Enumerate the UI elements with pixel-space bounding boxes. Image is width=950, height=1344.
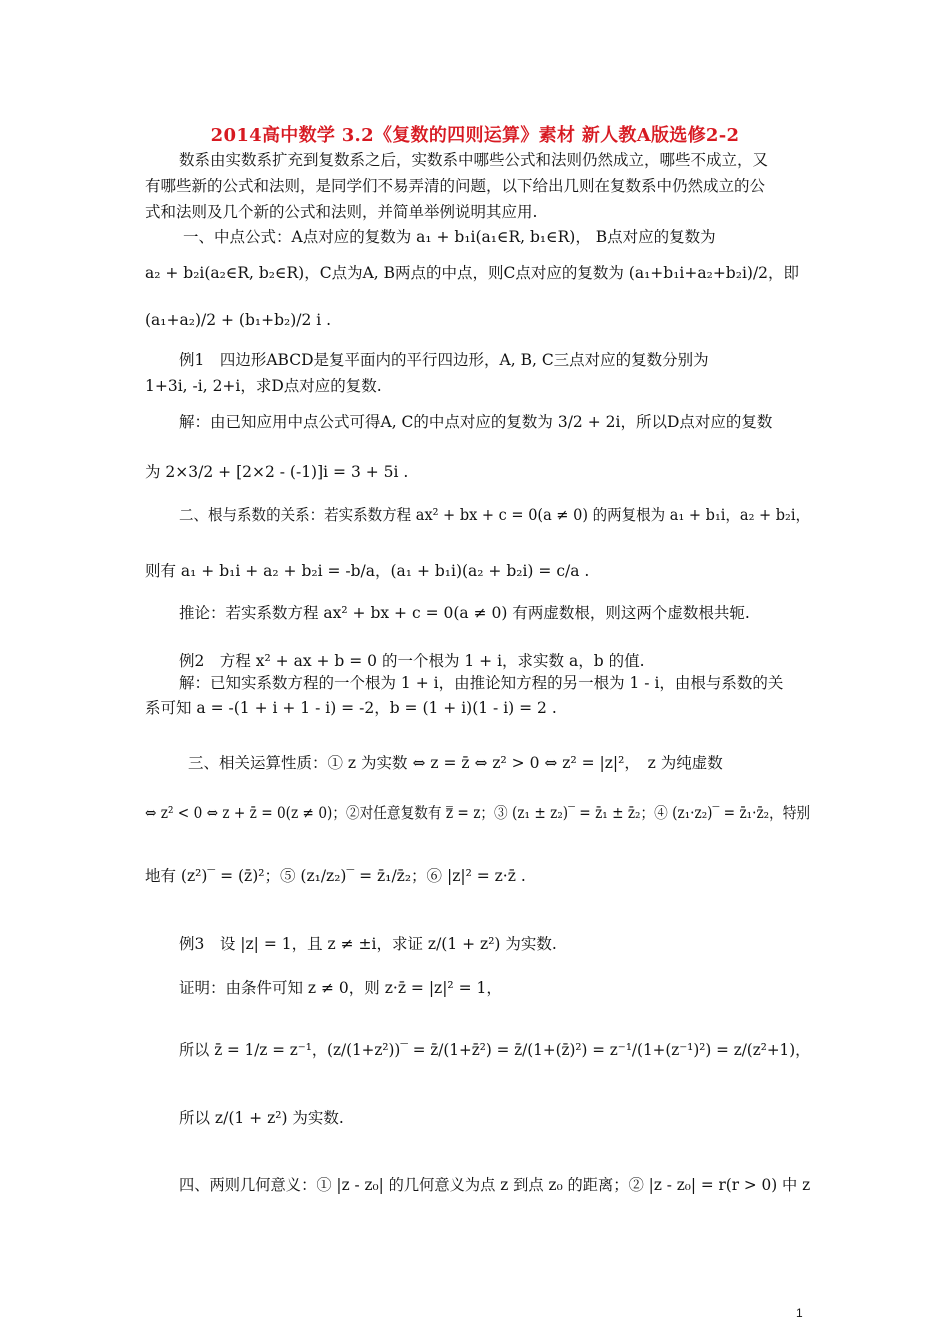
text-line: 系可知 a = -(1 + i + 1 - i) = -2，b = (1 + i)(1 - i) = 2 . — [145, 699, 557, 717]
text-line: 数系由实数系扩充到复数系之后，实数系中哪些公式和法则仍然成立，哪些不成立，又 — [179, 151, 769, 169]
page-number: 1 — [796, 1306, 803, 1320]
text-line: 式和法则及几个新的公式和法则，并简单举例说明其应用. — [145, 203, 538, 221]
text-line: 二、根与系数的关系：若实系数方程 ax² + bx + c = 0(a ≠ 0) 的两复根为 a₁ + b₁i，a₂ + b₂i， — [179, 506, 811, 524]
text-line: 例2 方程 x² + ax + b = 0 的一个根为 1 + i，求实数 a，b 的值. — [179, 652, 645, 670]
text-line: 一、中点公式：A点对应的复数为 a₁ + b₁i(a₁∈R, b₁∈R)， B点对应的复数为 — [183, 228, 716, 246]
text-line: 例3 设 |z| = 1，且 z ≠ ±i，求证 z/(1 + z²) 为实数. — [179, 935, 557, 953]
text-line: ⇔ z² < 0 ⇔ z + z̄ = 0(z ≠ 0)；②对任意复数有 z̿ = z；③ (z₁ ± z₂)‾ = z̄₁ ± z̄₂；④ (z₁·z₂)‾ = z̄₁·z̄₂，特别 — [145, 804, 811, 822]
text-line: 所以 z̄ = 1/z = z⁻¹，(z/(1+z²))‾ = z̄/(1+z̄²) = z̄/(1+(z̄)²) = z⁻¹/(1+(z⁻¹)²) = z/(z²+1)， — [179, 1041, 811, 1059]
text-line: 解：已知实系数方程的一个根为 1 + i，由推论知方程的另一根为 1 - i，由根与系数的关 — [179, 674, 784, 692]
text-line: 四、两则几何意义：① |z - z₀| 的几何意义为点 z 到点 z₀ 的距离；② |z - z₀| = r(r > 0) 中 z — [179, 1176, 811, 1194]
text-line: 三、相关运算性质：① z 为实数 ⇔ z = z̄ ⇔ z² > 0 ⇔ z² = |z|²， z 为纯虚数 — [188, 754, 723, 772]
text-line: 有哪些新的公式和法则，是同学们不易弄清的问题，以下给出几则在复数系中仍然成立的公 — [145, 177, 766, 195]
text-line: a₂ + b₂i(a₂∈R, b₂∈R)，C点为A, B两点的中点，则C点对应的复数为 (a₁+b₁i+a₂+b₂i)/2，即 — [145, 264, 800, 282]
text-line: 所以 z/(1 + z²) 为实数. — [179, 1109, 344, 1127]
text-line: 地有 (z²)‾ = (z̄)²；⑤ (z₁/z₂)‾ = z̄₁/z̄₂；⑥ |z|² = z·z̄ . — [145, 867, 526, 885]
text-line: 解：由已知应用中点公式可得A, C的中点对应的复数为 3/2 + 2i，所以D点对应的复数 — [179, 413, 773, 431]
text-line: 为 2×3/2 + [2×2 - (-1)]i = 3 + 5i . — [145, 463, 409, 481]
text-line: 则有 a₁ + b₁i + a₂ + b₂i = -b/a，(a₁ + b₁i)(a₂ + b₂i) = c/a . — [145, 562, 590, 580]
page-title: 2014高中数学 3.2《复数的四则运算》素材 新人教A版选修2-2 — [210, 125, 740, 146]
text-line: 证明：由条件可知 z ≠ 0，则 z·z̄ = |z|² = 1， — [179, 979, 502, 997]
text-line: 推论：若实系数方程 ax² + bx + c = 0(a ≠ 0) 有两虚数根，则这两个虚数根共轭. — [179, 604, 750, 622]
text-line: 1+3i, -i, 2+i，求D点对应的复数. — [145, 377, 382, 395]
text-line: (a₁+a₂)/2 + (b₁+b₂)/2 i . — [145, 311, 332, 329]
text-line: 例1 四边形ABCD是复平面内的平行四边形，A, B, C三点对应的复数分别为 — [179, 351, 709, 369]
